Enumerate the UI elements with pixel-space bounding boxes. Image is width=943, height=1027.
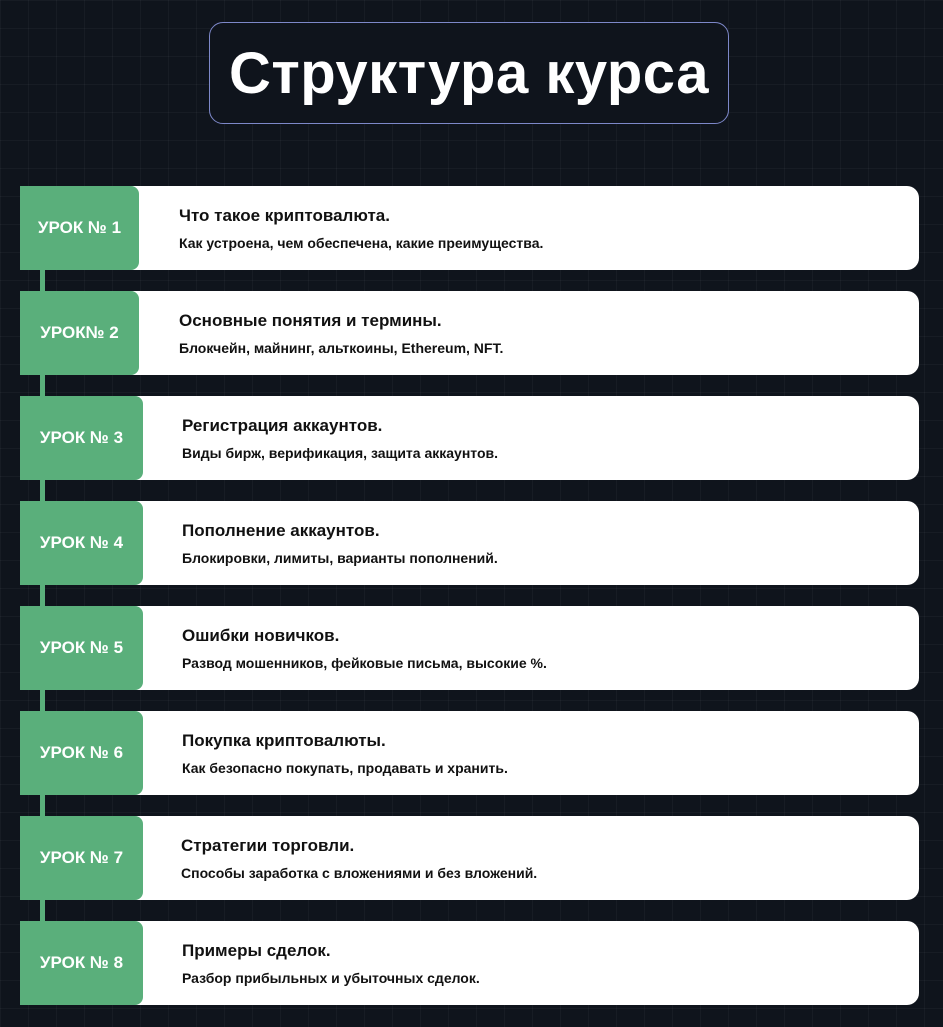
lesson-badge-label: УРОК № 3 <box>39 428 124 447</box>
lesson-badge-label: УРОК№ 2 <box>40 323 119 342</box>
lesson-item-5[interactable] <box>20 606 919 690</box>
lesson-title: Пополнение аккаунтов. <box>182 521 380 540</box>
lesson-item-7[interactable] <box>20 816 919 900</box>
lesson-card <box>20 711 919 795</box>
lesson-badge <box>20 816 143 900</box>
lesson-description: Виды бирж, верификация, защита аккаунтов. <box>182 445 499 461</box>
lesson-item-8[interactable] <box>20 921 919 1005</box>
lesson-badge-label: УРОК № 7 <box>39 848 124 867</box>
lesson-title: Что такое криптовалюта. <box>179 206 390 225</box>
lesson-title: Примеры сделок. <box>182 941 331 960</box>
lesson-card <box>20 291 919 375</box>
lesson-description: Как устроена, чем обеспечена, какие преимущества. <box>179 235 544 251</box>
lesson-card <box>20 606 919 690</box>
lesson-badge <box>20 711 143 795</box>
lesson-card <box>20 816 919 900</box>
lesson-description: Как безопасно покупать, продавать и хранить. <box>182 760 508 776</box>
lesson-badge-label: УРОК № 8 <box>39 953 124 972</box>
lesson-card <box>20 501 919 585</box>
lesson-description: Разбор прибыльных и убыточных сделок. <box>182 970 480 986</box>
lesson-title: Покупка криптовалюты. <box>182 731 386 750</box>
lesson-description: Блокчейн, майнинг, альткоины, Ethereum, NFT. <box>179 340 504 356</box>
lesson-description: Блокировки, лимиты, варианты пополнений. <box>182 550 498 566</box>
lesson-item-1[interactable] <box>20 186 919 270</box>
lesson-badge <box>20 501 143 585</box>
lesson-badge <box>20 291 139 375</box>
lesson-title: Регистрация аккаунтов. <box>182 416 383 435</box>
lesson-title: Основные понятия и термины. <box>179 311 442 330</box>
lesson-badge-label: УРОК № 5 <box>39 638 124 657</box>
lesson-title: Стратегии торговли. <box>181 836 355 855</box>
lesson-card <box>20 186 919 270</box>
lesson-title: Ошибки новичков. <box>182 626 340 645</box>
title-banner <box>209 22 729 124</box>
lesson-card <box>20 921 919 1005</box>
lesson-description: Развод мошенников, фейковые письма, высокие %. <box>182 655 547 671</box>
lesson-badge <box>20 921 143 1005</box>
lesson-badge <box>20 396 143 480</box>
lesson-badge-label: УРОК № 4 <box>39 533 124 552</box>
lesson-card <box>20 396 919 480</box>
lesson-badge <box>20 186 139 270</box>
page-title: Структура курса <box>228 40 710 106</box>
lesson-badge-label: УРОК № 6 <box>39 743 124 762</box>
lesson-item-3[interactable] <box>20 396 919 480</box>
lesson-description: Способы заработка с вложениями и без вложений. <box>181 865 538 881</box>
lesson-item-6[interactable] <box>20 711 919 795</box>
lesson-item-2[interactable] <box>20 291 919 375</box>
lesson-badge-label: УРОК № 1 <box>37 218 122 237</box>
lesson-badge <box>20 606 143 690</box>
lesson-item-4[interactable] <box>20 501 919 585</box>
